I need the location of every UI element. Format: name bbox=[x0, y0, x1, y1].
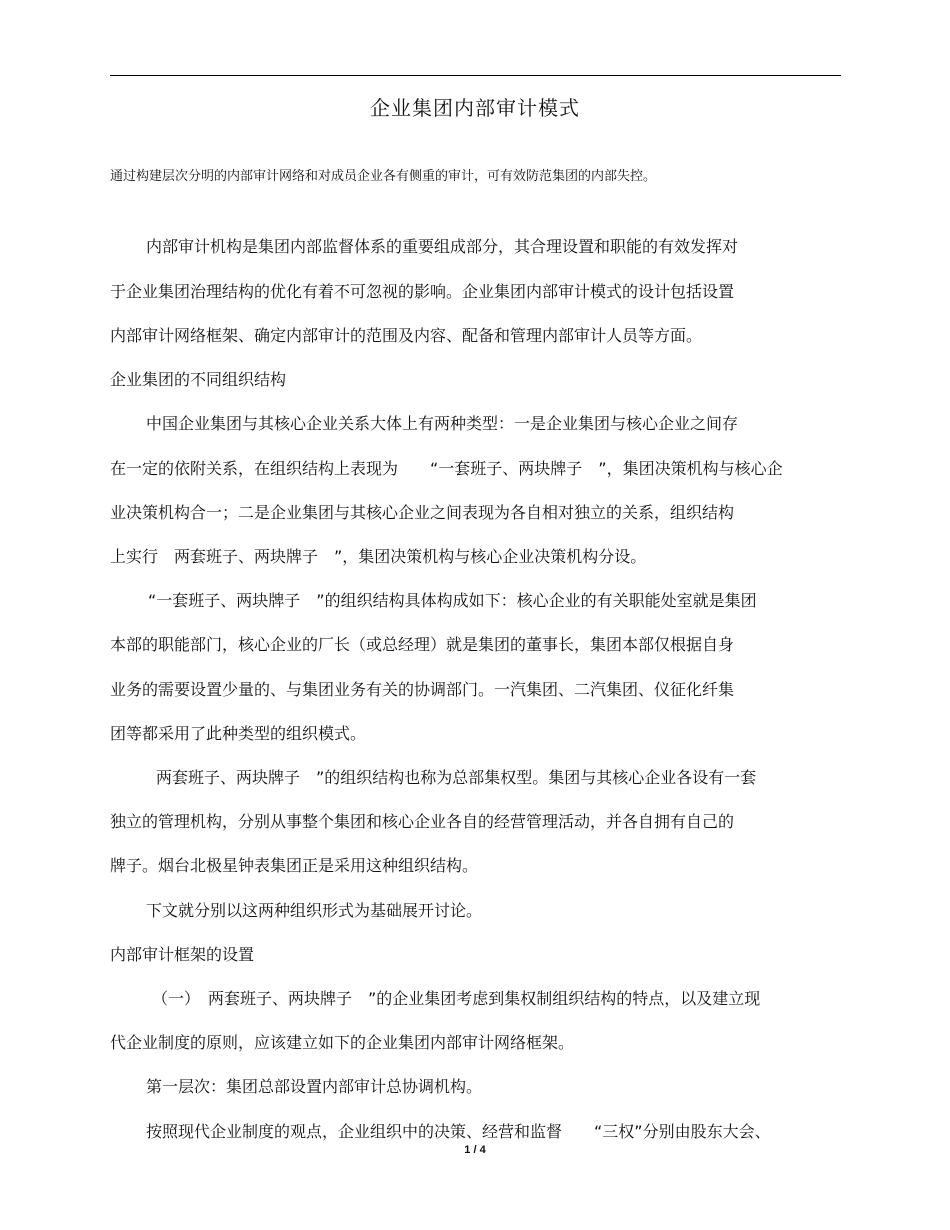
body-line: 独立的管理机构，分别从事整个集团和核心企业各自的经营管理活动，并各自拥有自己的 bbox=[110, 812, 735, 831]
body-line: 下文就分别以这两种组织形式为基础展开讨论。 bbox=[146, 901, 483, 920]
header-rule bbox=[110, 75, 841, 76]
section-heading: 企业集团的不同组织结构 bbox=[110, 370, 287, 389]
body-line: 代企业制度的原则，应该建立如下的企业集团内部审计网络框架。 bbox=[110, 1033, 575, 1052]
page-indicator: 1 / 4 bbox=[464, 1144, 486, 1156]
body-line: “一套班子、两块牌子 ”的组织结构具体构成如下：核心企业的有关职能处室就是集团 bbox=[148, 591, 757, 610]
body-line: 牌子。烟台北极星钟表集团正是采用这种组织结构。 bbox=[110, 856, 479, 875]
body-line: 于企业集团治理结构的优化有着不可忽视的影响。企业集团内部审计模式的设计包括设置 bbox=[110, 282, 735, 301]
body-line: 在一定的依附关系，在组织结构上表现为 “一套班子、两块牌子 ”，集团决策机构与核心企 bbox=[110, 459, 783, 478]
body-line: 内部审计机构是集团内部监督体系的重要组成部分，其合理设置和职能的有效发挥对 bbox=[146, 237, 739, 256]
section-heading: 内部审计框架的设置 bbox=[110, 945, 255, 964]
body-line: 中国企业集团与其核心企业关系大体上有两种类型：一是企业集团与核心企业之间存 bbox=[146, 414, 739, 433]
body-line: 按照现代企业制度的观点，企业组织中的决策、经营和监督 “三权”分别由股东大会、 bbox=[146, 1122, 771, 1141]
body-line: （一） 两套班子、两块牌子 ”的企业集团考虑到集权制组织结构的特点，以及建立现 bbox=[152, 989, 761, 1008]
body-line: 内部审计网络框架、确定内部审计的范围及内容、配备和管理内部审计人员等方面。 bbox=[110, 326, 703, 345]
body-line: 两套班子、两块牌子 ”的组织结构也称为总部集权型。集团与其核心企业各设有一套 bbox=[156, 768, 757, 787]
abstract: 通过构建层次分明的内部审计网络和对成员企业各有侧重的审计，可有效防范集团的内部失控。 bbox=[110, 169, 657, 184]
body-line: 上实行 两套班子、两块牌子 ”，集团决策机构与核心企业决策机构分设。 bbox=[110, 547, 647, 566]
document-title: 企业集团内部审计模式 bbox=[370, 96, 580, 120]
body-line: 业决策机构合一；二是企业集团与其核心企业之间表现为各自相对独立的关系，组织结构 bbox=[110, 503, 735, 522]
body-line: 本部的职能部门，核心企业的厂长（或总经理）就是集团的董事长，集团本部仅根据自身 bbox=[110, 635, 735, 654]
body-line: 第一层次：集团总部设置内部审计总协调机构。 bbox=[146, 1077, 483, 1096]
body-line: 团等都采用了此种类型的组织模式。 bbox=[110, 724, 367, 743]
body-line: 业务的需要设置少量的、与集团业务有关的协调部门。一汽集团、二汽集团、仪征化纤集 bbox=[110, 680, 735, 699]
